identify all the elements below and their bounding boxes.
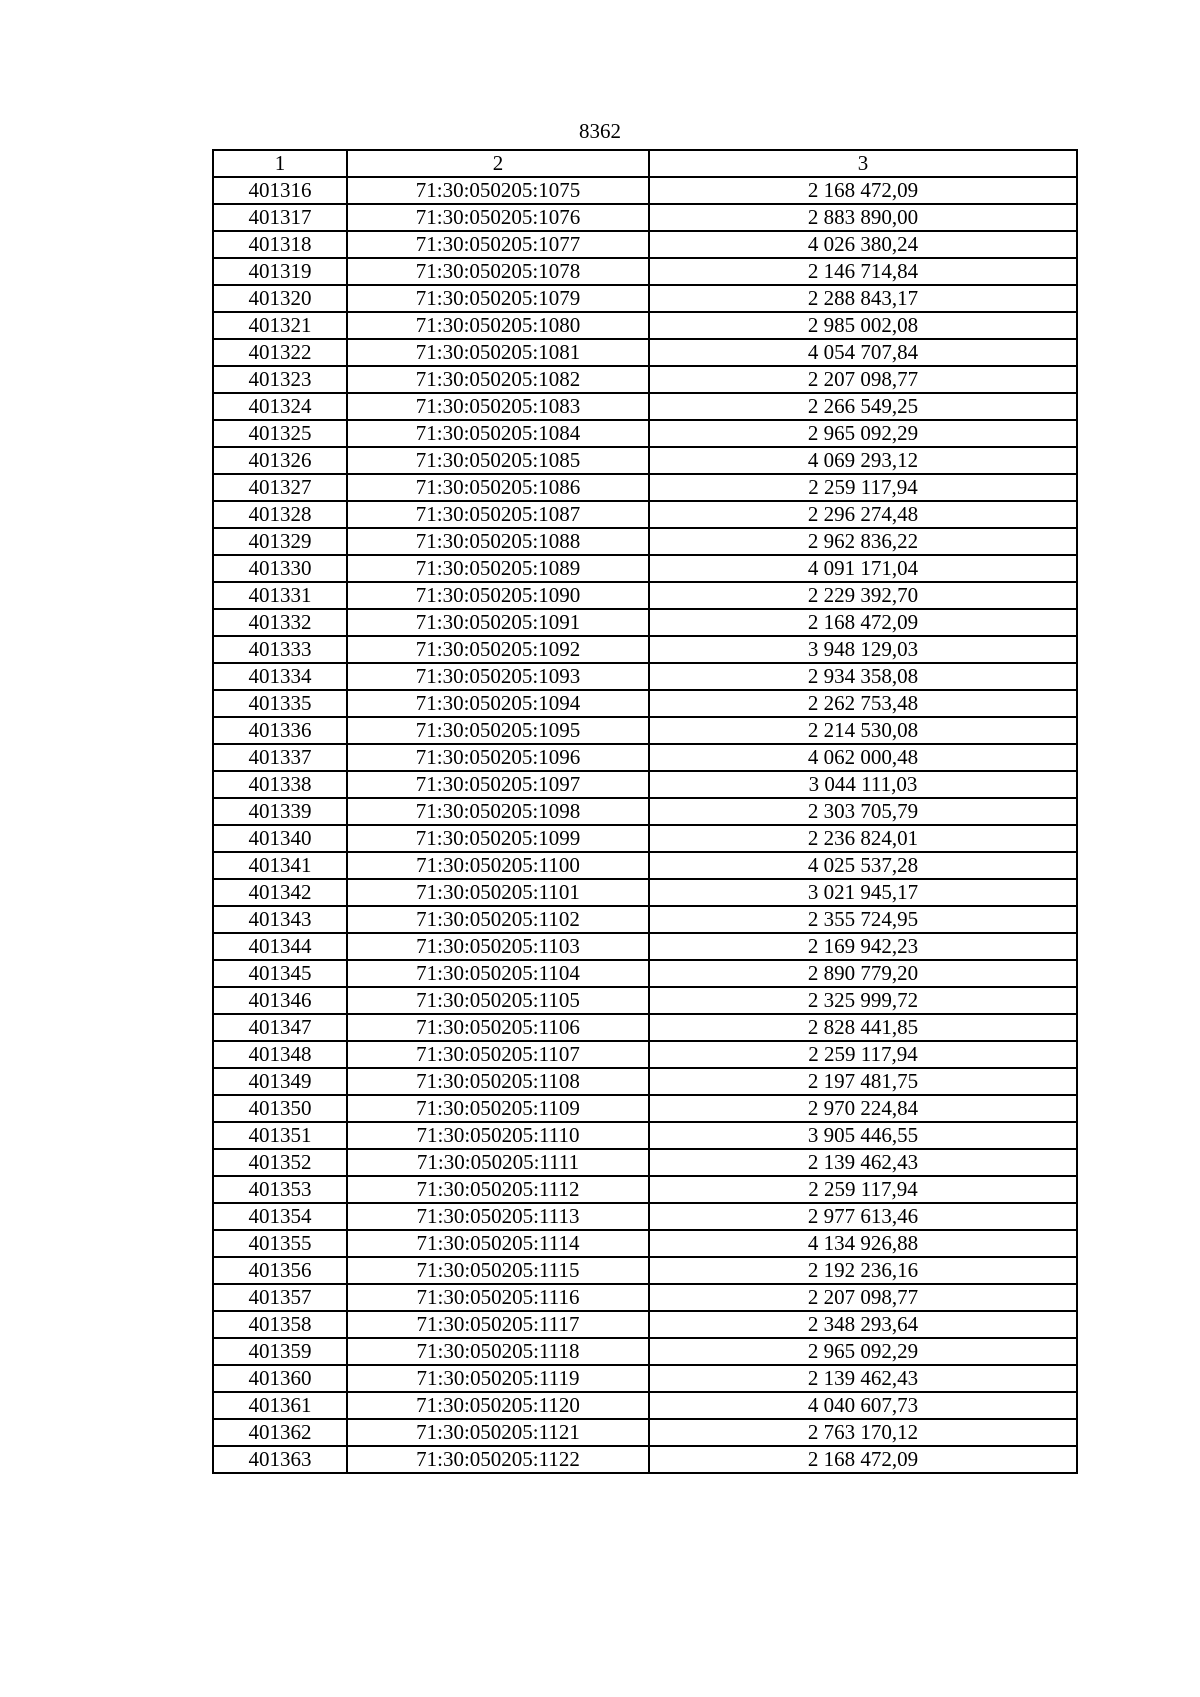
value-cell: 2 139 462,43 bbox=[649, 1365, 1077, 1392]
value-cell: 2 355 724,95 bbox=[649, 906, 1077, 933]
table-row bbox=[213, 1014, 1077, 1041]
row-number-cell: 401316 bbox=[213, 177, 347, 204]
cadastral-number-cell: 71:30:050205:1099 bbox=[347, 825, 649, 852]
cadastral-number-cell: 71:30:050205:1084 bbox=[347, 420, 649, 447]
cadastral-number-cell: 71:30:050205:1116 bbox=[347, 1284, 649, 1311]
data-table bbox=[212, 149, 1078, 1474]
row-number-cell: 401321 bbox=[213, 312, 347, 339]
cadastral-number-cell: 71:30:050205:1118 bbox=[347, 1338, 649, 1365]
value-cell: 2 985 002,08 bbox=[649, 312, 1077, 339]
value-cell: 2 962 836,22 bbox=[649, 528, 1077, 555]
cadastral-number-cell: 71:30:050205:1121 bbox=[347, 1419, 649, 1446]
row-number-cell: 401355 bbox=[213, 1230, 347, 1257]
row-number-cell: 401336 bbox=[213, 717, 347, 744]
cadastral-number-cell: 71:30:050205:1115 bbox=[347, 1257, 649, 1284]
row-number-cell: 401324 bbox=[213, 393, 347, 420]
cadastral-number-cell: 71:30:050205:1098 bbox=[347, 798, 649, 825]
row-number-cell: 401331 bbox=[213, 582, 347, 609]
table-row bbox=[213, 1095, 1077, 1122]
table-row bbox=[213, 1257, 1077, 1284]
table-row bbox=[213, 231, 1077, 258]
table-row bbox=[213, 555, 1077, 582]
cadastral-number-cell: 71:30:050205:1087 bbox=[347, 501, 649, 528]
value-cell: 2 207 098,77 bbox=[649, 366, 1077, 393]
row-number-cell: 401322 bbox=[213, 339, 347, 366]
table-row bbox=[213, 366, 1077, 393]
table-row bbox=[213, 285, 1077, 312]
cadastral-number-cell: 71:30:050205:1094 bbox=[347, 690, 649, 717]
table-row bbox=[213, 825, 1077, 852]
row-number-cell: 401359 bbox=[213, 1338, 347, 1365]
value-cell: 2 168 472,09 bbox=[649, 609, 1077, 636]
table-row bbox=[213, 960, 1077, 987]
cadastral-number-cell: 71:30:050205:1092 bbox=[347, 636, 649, 663]
value-cell: 2 288 843,17 bbox=[649, 285, 1077, 312]
table-row bbox=[213, 1068, 1077, 1095]
cadastral-number-cell: 71:30:050205:1080 bbox=[347, 312, 649, 339]
table-row bbox=[213, 1419, 1077, 1446]
row-number-cell: 401347 bbox=[213, 1014, 347, 1041]
row-number-cell: 401360 bbox=[213, 1365, 347, 1392]
cadastral-number-cell: 71:30:050205:1122 bbox=[347, 1446, 649, 1473]
table-row bbox=[213, 1338, 1077, 1365]
row-number-cell: 401339 bbox=[213, 798, 347, 825]
value-cell: 2 236 824,01 bbox=[649, 825, 1077, 852]
table-row bbox=[213, 609, 1077, 636]
table-row bbox=[213, 1041, 1077, 1068]
cadastral-number-cell: 71:30:050205:1081 bbox=[347, 339, 649, 366]
table-row bbox=[213, 1284, 1077, 1311]
table-row bbox=[213, 1230, 1077, 1257]
row-number-cell: 401329 bbox=[213, 528, 347, 555]
table-row bbox=[213, 474, 1077, 501]
row-number-cell: 401341 bbox=[213, 852, 347, 879]
value-cell: 3 044 111,03 bbox=[649, 771, 1077, 798]
value-cell: 2 168 472,09 bbox=[649, 1446, 1077, 1473]
row-number-cell: 401334 bbox=[213, 663, 347, 690]
table-row bbox=[213, 1365, 1077, 1392]
value-cell: 2 262 753,48 bbox=[649, 690, 1077, 717]
cadastral-number-cell: 71:30:050205:1119 bbox=[347, 1365, 649, 1392]
cadastral-number-cell: 71:30:050205:1097 bbox=[347, 771, 649, 798]
row-number-cell: 401350 bbox=[213, 1095, 347, 1122]
cadastral-number-cell: 71:30:050205:1082 bbox=[347, 366, 649, 393]
table-row bbox=[213, 690, 1077, 717]
row-number-cell: 401333 bbox=[213, 636, 347, 663]
value-cell: 2 259 117,94 bbox=[649, 474, 1077, 501]
row-number-cell: 401363 bbox=[213, 1446, 347, 1473]
row-number-cell: 401332 bbox=[213, 609, 347, 636]
value-cell: 2 266 549,25 bbox=[649, 393, 1077, 420]
row-number-cell: 401317 bbox=[213, 204, 347, 231]
row-number-cell: 401318 bbox=[213, 231, 347, 258]
cadastral-number-cell: 71:30:050205:1095 bbox=[347, 717, 649, 744]
cadastral-number-cell: 71:30:050205:1112 bbox=[347, 1176, 649, 1203]
table-row bbox=[213, 717, 1077, 744]
value-cell: 2 977 613,46 bbox=[649, 1203, 1077, 1230]
row-number-cell: 401327 bbox=[213, 474, 347, 501]
row-number-cell: 401323 bbox=[213, 366, 347, 393]
value-cell: 2 259 117,94 bbox=[649, 1041, 1077, 1068]
row-number-cell: 401354 bbox=[213, 1203, 347, 1230]
row-number-cell: 401353 bbox=[213, 1176, 347, 1203]
row-number-cell: 401338 bbox=[213, 771, 347, 798]
value-cell: 2 348 293,64 bbox=[649, 1311, 1077, 1338]
table-row bbox=[213, 1203, 1077, 1230]
cadastral-number-cell: 71:30:050205:1096 bbox=[347, 744, 649, 771]
table-row bbox=[213, 447, 1077, 474]
cadastral-number-cell: 71:30:050205:1109 bbox=[347, 1095, 649, 1122]
cadastral-number-cell: 71:30:050205:1079 bbox=[347, 285, 649, 312]
value-cell: 3 021 945,17 bbox=[649, 879, 1077, 906]
value-cell: 2 169 942,23 bbox=[649, 933, 1077, 960]
row-number-cell: 401348 bbox=[213, 1041, 347, 1068]
row-number-cell: 401361 bbox=[213, 1392, 347, 1419]
cadastral-number-cell: 71:30:050205:1078 bbox=[347, 258, 649, 285]
table-row bbox=[213, 258, 1077, 285]
cadastral-number-cell: 71:30:050205:1085 bbox=[347, 447, 649, 474]
cadastral-number-cell: 71:30:050205:1100 bbox=[347, 852, 649, 879]
cadastral-number-cell: 71:30:050205:1086 bbox=[347, 474, 649, 501]
table-row bbox=[213, 852, 1077, 879]
table-row bbox=[213, 744, 1077, 771]
value-cell: 4 091 171,04 bbox=[649, 555, 1077, 582]
value-cell: 2 325 999,72 bbox=[649, 987, 1077, 1014]
row-number-cell: 401328 bbox=[213, 501, 347, 528]
row-number-cell: 401342 bbox=[213, 879, 347, 906]
cadastral-number-cell: 71:30:050205:1110 bbox=[347, 1122, 649, 1149]
row-number-cell: 401352 bbox=[213, 1149, 347, 1176]
table-row bbox=[213, 771, 1077, 798]
value-cell: 2 229 392,70 bbox=[649, 582, 1077, 609]
row-number-cell: 401357 bbox=[213, 1284, 347, 1311]
table-row bbox=[213, 987, 1077, 1014]
value-cell: 2 197 481,75 bbox=[649, 1068, 1077, 1095]
page-number: 8362 bbox=[579, 119, 621, 143]
value-cell: 2 207 098,77 bbox=[649, 1284, 1077, 1311]
cadastral-number-cell: 71:30:050205:1091 bbox=[347, 609, 649, 636]
row-number-cell: 401320 bbox=[213, 285, 347, 312]
value-cell: 2 192 236,16 bbox=[649, 1257, 1077, 1284]
value-cell: 2 259 117,94 bbox=[649, 1176, 1077, 1203]
cadastral-number-cell: 71:30:050205:1107 bbox=[347, 1041, 649, 1068]
value-cell: 2 139 462,43 bbox=[649, 1149, 1077, 1176]
value-cell: 2 934 358,08 bbox=[649, 663, 1077, 690]
value-cell: 2 965 092,29 bbox=[649, 420, 1077, 447]
row-number-cell: 401319 bbox=[213, 258, 347, 285]
table-row bbox=[213, 204, 1077, 231]
value-cell: 4 040 607,73 bbox=[649, 1392, 1077, 1419]
cadastral-number-cell: 71:30:050205:1101 bbox=[347, 879, 649, 906]
cadastral-number-cell: 71:30:050205:1083 bbox=[347, 393, 649, 420]
cadastral-number-cell: 71:30:050205:1113 bbox=[347, 1203, 649, 1230]
cadastral-number-cell: 71:30:050205:1102 bbox=[347, 906, 649, 933]
value-cell: 2 146 714,84 bbox=[649, 258, 1077, 285]
row-number-cell: 401325 bbox=[213, 420, 347, 447]
value-cell: 2 970 224,84 bbox=[649, 1095, 1077, 1122]
value-cell: 3 948 129,03 bbox=[649, 636, 1077, 663]
value-cell: 2 763 170,12 bbox=[649, 1419, 1077, 1446]
table-row bbox=[213, 636, 1077, 663]
value-cell: 2 965 092,29 bbox=[649, 1338, 1077, 1365]
value-cell: 2 168 472,09 bbox=[649, 177, 1077, 204]
cadastral-number-cell: 71:30:050205:1106 bbox=[347, 1014, 649, 1041]
row-number-cell: 401345 bbox=[213, 960, 347, 987]
value-cell: 2 303 705,79 bbox=[649, 798, 1077, 825]
value-cell: 2 890 779,20 bbox=[649, 960, 1077, 987]
value-cell: 2 883 890,00 bbox=[649, 204, 1077, 231]
table-row bbox=[213, 582, 1077, 609]
column-header-3: 3 bbox=[649, 150, 1077, 177]
table-row bbox=[213, 393, 1077, 420]
column-header-1: 1 bbox=[213, 150, 347, 177]
value-cell: 2 828 441,85 bbox=[649, 1014, 1077, 1041]
row-number-cell: 401356 bbox=[213, 1257, 347, 1284]
value-cell: 4 025 537,28 bbox=[649, 852, 1077, 879]
cadastral-number-cell: 71:30:050205:1108 bbox=[347, 1068, 649, 1095]
cadastral-number-cell: 71:30:050205:1111 bbox=[347, 1149, 649, 1176]
value-cell: 4 054 707,84 bbox=[649, 339, 1077, 366]
table-row bbox=[213, 663, 1077, 690]
column-header-2: 2 bbox=[347, 150, 649, 177]
table-row bbox=[213, 177, 1077, 204]
table-header-row bbox=[213, 150, 1077, 177]
row-number-cell: 401351 bbox=[213, 1122, 347, 1149]
cadastral-number-cell: 71:30:050205:1089 bbox=[347, 555, 649, 582]
cadastral-number-cell: 71:30:050205:1077 bbox=[347, 231, 649, 258]
value-cell: 2 214 530,08 bbox=[649, 717, 1077, 744]
table-row bbox=[213, 879, 1077, 906]
table-row bbox=[213, 1311, 1077, 1338]
row-number-cell: 401349 bbox=[213, 1068, 347, 1095]
row-number-cell: 401340 bbox=[213, 825, 347, 852]
table-row bbox=[213, 501, 1077, 528]
row-number-cell: 401344 bbox=[213, 933, 347, 960]
cadastral-number-cell: 71:30:050205:1093 bbox=[347, 663, 649, 690]
cadastral-number-cell: 71:30:050205:1075 bbox=[347, 177, 649, 204]
table-row bbox=[213, 906, 1077, 933]
cadastral-number-cell: 71:30:050205:1114 bbox=[347, 1230, 649, 1257]
row-number-cell: 401358 bbox=[213, 1311, 347, 1338]
cadastral-number-cell: 71:30:050205:1117 bbox=[347, 1311, 649, 1338]
row-number-cell: 401343 bbox=[213, 906, 347, 933]
value-cell: 4 026 380,24 bbox=[649, 231, 1077, 258]
row-number-cell: 401335 bbox=[213, 690, 347, 717]
value-cell: 4 069 293,12 bbox=[649, 447, 1077, 474]
table-row bbox=[213, 528, 1077, 555]
table-row bbox=[213, 1149, 1077, 1176]
row-number-cell: 401326 bbox=[213, 447, 347, 474]
cadastral-number-cell: 71:30:050205:1105 bbox=[347, 987, 649, 1014]
table-row bbox=[213, 1176, 1077, 1203]
table-row bbox=[213, 339, 1077, 366]
table-row bbox=[213, 420, 1077, 447]
row-number-cell: 401330 bbox=[213, 555, 347, 582]
table-row bbox=[213, 933, 1077, 960]
row-number-cell: 401337 bbox=[213, 744, 347, 771]
value-cell: 2 296 274,48 bbox=[649, 501, 1077, 528]
table-row bbox=[213, 1392, 1077, 1419]
cadastral-number-cell: 71:30:050205:1076 bbox=[347, 204, 649, 231]
cadastral-number-cell: 71:30:050205:1104 bbox=[347, 960, 649, 987]
cadastral-number-cell: 71:30:050205:1120 bbox=[347, 1392, 649, 1419]
value-cell: 4 062 000,48 bbox=[649, 744, 1077, 771]
row-number-cell: 401362 bbox=[213, 1419, 347, 1446]
row-number-cell: 401346 bbox=[213, 987, 347, 1014]
cadastral-number-cell: 71:30:050205:1088 bbox=[347, 528, 649, 555]
table-row bbox=[213, 798, 1077, 825]
table-body bbox=[213, 177, 1077, 1473]
cadastral-number-cell: 71:30:050205:1103 bbox=[347, 933, 649, 960]
value-cell: 3 905 446,55 bbox=[649, 1122, 1077, 1149]
cadastral-number-cell: 71:30:050205:1090 bbox=[347, 582, 649, 609]
table-row bbox=[213, 1446, 1077, 1473]
table-row bbox=[213, 1122, 1077, 1149]
value-cell: 4 134 926,88 bbox=[649, 1230, 1077, 1257]
table-row bbox=[213, 312, 1077, 339]
